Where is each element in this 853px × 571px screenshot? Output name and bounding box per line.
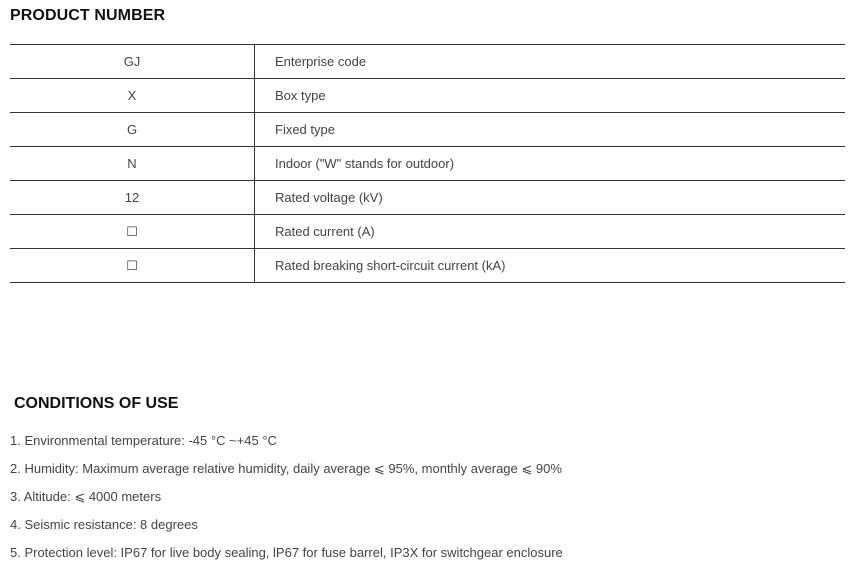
code-cell: ☐ [10,249,255,283]
code-cell: GJ [10,45,255,79]
product-number-heading: PRODUCT NUMBER [10,7,166,24]
conditions-heading: CONDITIONS OF USE [14,395,179,412]
description-cell: Enterprise code [255,45,846,79]
code-cell: ☐ [10,215,255,249]
table-row [10,215,845,249]
description-cell: Indoor ("W" stands for outdoor) [255,147,846,181]
description-cell: Rated breaking short-circuit current (kA) [255,249,846,283]
list-item: 5. Protection level: IP67 for live body sealing, lP67 for fuse barrel, IP3X for switchgear enclosure [10,545,563,560]
list-item: 2. Humidity: Maximum average relative humidity, daily average ⩽ 95%, monthly average ⩽ 90% [10,461,562,476]
table-row [10,79,845,113]
code-cell: 12 [10,181,255,215]
code-cell: G [10,113,255,147]
description-cell: Rated voltage (kV) [255,181,846,215]
description-cell: Box type [255,79,846,113]
description-cell: Fixed type [255,113,846,147]
conditions-list [10,431,563,571]
table-row [10,113,845,147]
list-item: 3. Altitude: ⩽ 4000 meters [10,489,162,504]
table-row [10,249,845,283]
table-row [10,147,845,181]
code-cell: N [10,147,255,181]
code-cell: X [10,79,255,113]
list-item: 4. Seismic resistance: 8 degrees [10,517,198,532]
product-number-table [10,44,845,283]
table-row [10,181,845,215]
description-cell: Rated current (A) [255,215,846,249]
list-item: 1. Environmental temperature: -45 °C ~+45 °C [10,433,277,448]
table-row [10,45,845,79]
